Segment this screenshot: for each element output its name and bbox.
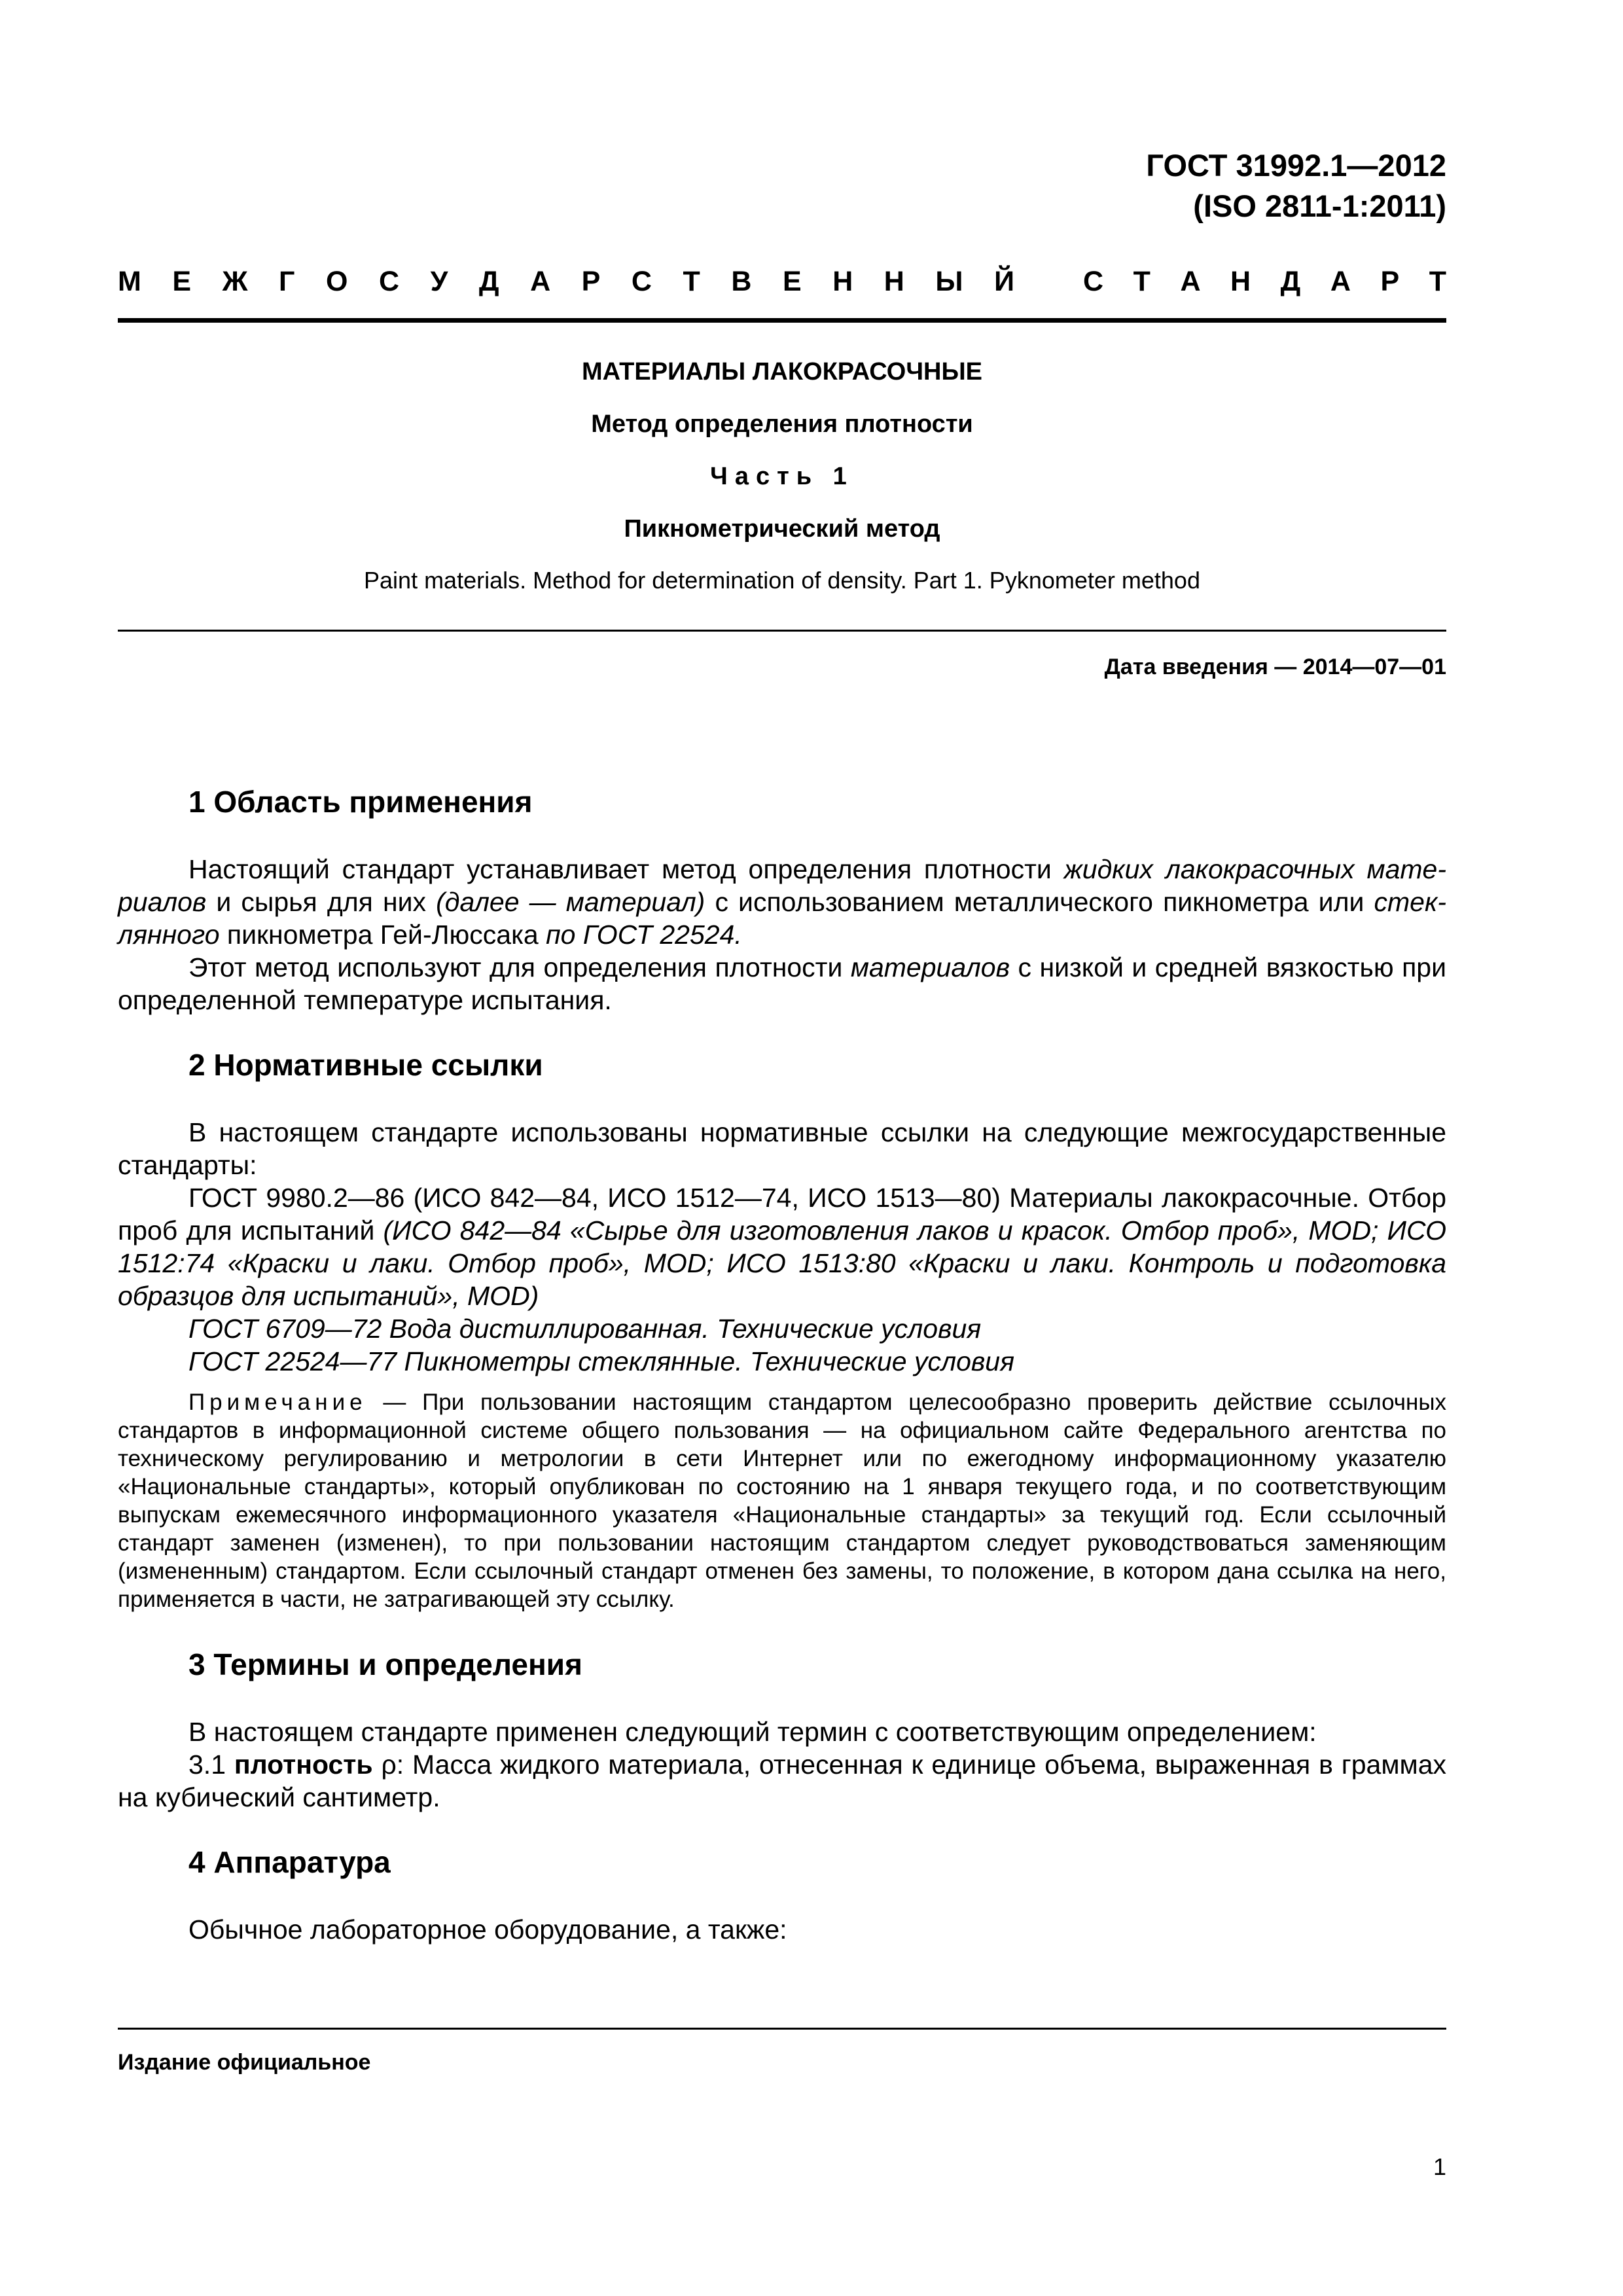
banner-letter: А	[1180, 266, 1201, 297]
note-label: Примечание	[188, 1390, 367, 1415]
banner-letter: Е	[172, 266, 192, 297]
banner-letter: Р	[1380, 266, 1400, 297]
banner-letter: С	[631, 266, 652, 297]
document-body	[118, 782, 1446, 1946]
banner-letter: Д	[1280, 266, 1301, 297]
section-4-heading: 4 Аппаратура	[188, 1845, 391, 1879]
banner-letter: С	[378, 266, 400, 297]
title-subtitle: Пикнометрический метод	[624, 515, 940, 543]
banner-letter: С	[1083, 266, 1104, 297]
banner-letter: Ж	[222, 266, 248, 297]
banner-letter: Г	[279, 266, 295, 297]
reference-1: ГОСТ 9980.2—86 (ИСО 842—84, ИСО 1512—74, ИСО 1513—80) Материалы лакокрасочные. Отбор проб для испытаний (ИСО 842—84 «Сырье для изготовления лаков и красок. Отбор проб», MOD; ИСО 1512:74 «Краски и лаки. Отбор проб», MOD; ИСО 1513:80 «Краски и лаки. Контроль и подготовка образцов для испытаний», MOD)	[118, 1183, 1447, 1311]
banner-rule	[118, 318, 1446, 323]
document-page	[118, 0, 1446, 2296]
banner-letter: Т	[683, 266, 700, 297]
section-2-heading: 2 Нормативные ссылки	[188, 1048, 543, 1082]
banner-letter: Д	[478, 266, 499, 297]
banner-letter: Т	[1429, 266, 1446, 297]
section-3-paragraph-1: В настоящем стандарте применен следующий термин с соответствующим определением:	[188, 1717, 1317, 1747]
title-rule	[118, 630, 1446, 632]
reference-2: ГОСТ 6709—72 Вода дистиллированная. Технические условия	[188, 1314, 982, 1344]
banner-letter: Й	[994, 266, 1014, 297]
banner-word-1	[118, 265, 1014, 298]
banner-letter: А	[530, 266, 551, 297]
section-2-paragraph-1: В настоящем стандарте использованы нормативные ссылки на следующие межгосударственные стандарты:	[118, 1117, 1446, 1180]
reference-3: ГОСТ 22524—77 Пикнометры стеклянные. Технические условия	[188, 1346, 1014, 1376]
page-number: 1	[1433, 2153, 1446, 2180]
title-main: МАТЕРИАЛЫ ЛАКОКРАСОЧНЫЕ	[581, 358, 983, 386]
section-1-heading: 1 Область применения	[188, 785, 533, 819]
term: плотность	[234, 1749, 373, 1780]
banner-letter: Е	[782, 266, 802, 297]
banner-letter: О	[325, 266, 348, 297]
banner-letter: М	[118, 266, 141, 297]
introduction-date: Дата введения — 2014—07—01	[1104, 655, 1446, 679]
title-english: Paint materials. Method for determination of density. Part 1. Pyknometer method	[364, 567, 1200, 594]
title-method: Метод определения плотности	[591, 410, 973, 438]
note: Примечание — При пользовании настоящим стандартом целесообразно проверить действие ссылочных стандартов в информационной системе общего пользования — на официальном сайте Федерального агентства по техническому регулированию и метрологии в сети Интернет или по ежегодному информационному указателю «Национальные стандарты», который опубликован по состоянию на 1 января текущего года, и по соответствующим выпускам ежемесячного информационного указателя «Национальные стандарты» за текущий год. Если ссылочный стандарт заменен (изменен), то при пользовании настоящим стандартом следует руководствоваться заменяющим (измененным) стандартом. Если ссылочный стандарт отменен без замены, то положение, в котором дана ссылка на него, применяется в части, не затрагивающей эту ссылку.	[118, 1390, 1446, 1612]
banner-letter: У	[430, 266, 448, 297]
banner-letter: Н	[832, 266, 853, 297]
banner-letter: Т	[1133, 266, 1150, 297]
section-3-heading: 3 Термины и определения	[188, 1647, 582, 1681]
banner-letter: Ы	[935, 266, 963, 297]
title-block	[118, 346, 1446, 597]
banner-word-2	[1083, 265, 1446, 298]
section-1-paragraph-1: Настоящий стандарт устанавливает метод определения плотности жидких лакокрасочных мате-риалов и сырья для них (далее — материал) с использованием металлического пикнометра или стек-лянного пикнометра Гей-Люссака по ГОСТ 22524.	[118, 854, 1446, 950]
banner-letter: Н	[1230, 266, 1251, 297]
interstate-standard-banner	[118, 265, 1446, 298]
banner-letter: В	[731, 266, 752, 297]
standard-number-block	[1146, 145, 1446, 226]
footer-rule	[118, 2028, 1446, 2030]
banner-letter: А	[1330, 266, 1351, 297]
banner-letter: Н	[883, 266, 904, 297]
edition-label: Издание официальное	[118, 2050, 371, 2075]
term-definition: 3.1 плотность ρ: Масса жидкого материала, отнесенная к единице объема, выраженная в граммах на кубический сантиметр.	[118, 1749, 1446, 1812]
section-1-paragraph-2: Этот метод используют для определения плотности материалов с низкой и средней вязкостью при определенной температуре испытания.	[118, 952, 1447, 1015]
section-4-paragraph-1: Обычное лабораторное оборудование, а также:	[188, 1914, 787, 1945]
banner-letter: Р	[581, 266, 601, 297]
title-part: Часть 1	[710, 463, 854, 490]
standard-number: ГОСТ 31992.1—2012	[1146, 148, 1446, 183]
iso-number: (ISO 2811-1:2011)	[1193, 188, 1446, 223]
